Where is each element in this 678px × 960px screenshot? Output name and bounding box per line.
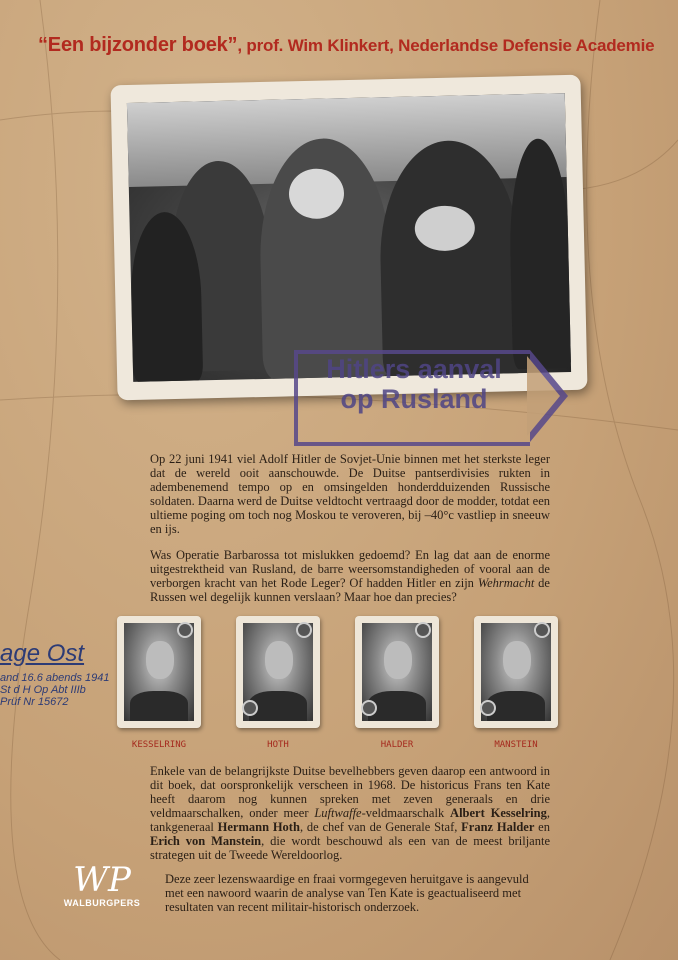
document-line: and 16.6 abends 1941 xyxy=(0,672,110,684)
publisher-logo xyxy=(62,862,142,908)
text-column xyxy=(131,452,551,914)
text: Was Operatie Barbarossa tot mislukken gedoemd? En lag dat aan de enorme uitgestrektheid van Rusland, de barre weersomstandigheden of vooral aan de verborgen kracht van het Rode Leger? Of hadden Hitler en zijn xyxy=(150,548,550,590)
text-italic: Wehrmacht xyxy=(477,576,535,590)
document-line: Prüf Nr 15672 xyxy=(0,696,69,708)
quote-attribution: , prof. Wim Klinkert, Nederlandse Defensie Academie xyxy=(237,36,655,55)
intro-paragraph-1: Op 22 juni 1941 viel Adolf Hitler de Sovjet-Unie binnen met het sterkste leger dat de wereld ooit aanschouwde. De Duitse pantserdivisies rukten in adembenemend tempo op en omsingelden honderdduizenden Russische soldaten. Daarna werd de Duitse veldtocht vertraagd door de modder, totdat een ultieme poging om toch nog Moskou te veroveren, bij –40°c vastliep in sneeuw en ijs. xyxy=(150,452,550,536)
document-line: St d H Op Abt IIIb xyxy=(0,684,86,696)
title-stamp xyxy=(294,350,530,446)
portrait-manstein xyxy=(474,616,558,728)
text: de Russen wel degelijk kunnen verslaan? Maar hoe dan precies? xyxy=(150,576,550,604)
text: Enkele van de belangrijkste Duitse bevelhebbers geven daarop een antwoord in dit boek, dat oorspronkelijk verscheen in 1968. De historicus Frans ten Kate heeft daarom nog kunnen spreken met zeven generaals en drie veldmaarschalken, onder meer xyxy=(150,764,550,820)
name-hoth: Hermann Hoth xyxy=(217,820,300,834)
portrait-halder xyxy=(355,616,439,728)
portrait-hoth xyxy=(236,616,320,728)
portrait-label: HOTH xyxy=(267,740,289,750)
title-line-1: Hitlers aanval xyxy=(326,354,502,384)
quote-text: “Een bijzonder boek” xyxy=(38,34,238,56)
soldiers-photo xyxy=(127,93,571,382)
portrait-label: KESSELRING xyxy=(131,740,187,750)
archival-document xyxy=(0,640,112,708)
text: , de chef van de Generale Staf, xyxy=(299,820,462,834)
portrait-kesselring xyxy=(117,616,201,728)
logo-monogram: WP xyxy=(73,860,131,900)
intro-paragraph-2 xyxy=(150,548,550,604)
text: en xyxy=(534,820,550,834)
name-kesselring: Albert Kesselring xyxy=(450,806,547,820)
name-halder: Franz Halder xyxy=(461,820,535,834)
body-text xyxy=(150,764,550,862)
text: , die wordt beschouwd als een van de meest briljante strategen uit de Tweede Wereldoorlog. xyxy=(150,834,551,862)
endorsement-quote xyxy=(38,34,654,57)
publisher-name: WALBURGPERS xyxy=(63,898,141,908)
portrait-label: HALDER xyxy=(380,740,414,750)
closing-text: Deze zeer lezenswaardige en fraai vormgegeven heruitgave is aangevuld met een nawoord waarin de analyse van Ten Kate is geactualiseerd met resultaten van recent militair-historisch onderzoek. xyxy=(165,872,529,914)
text: -veldmaarschalk xyxy=(361,806,451,820)
text: , tankgeneraal xyxy=(150,806,550,834)
commander-portraits xyxy=(117,616,550,760)
document-title: age Ost xyxy=(0,640,85,667)
title-line-2: op Rusland xyxy=(340,384,488,414)
name-manstein: Erich von Manstein xyxy=(150,834,262,848)
portrait-label: MANSTEIN xyxy=(494,740,538,750)
text-italic: Luftwaffe xyxy=(314,806,362,820)
